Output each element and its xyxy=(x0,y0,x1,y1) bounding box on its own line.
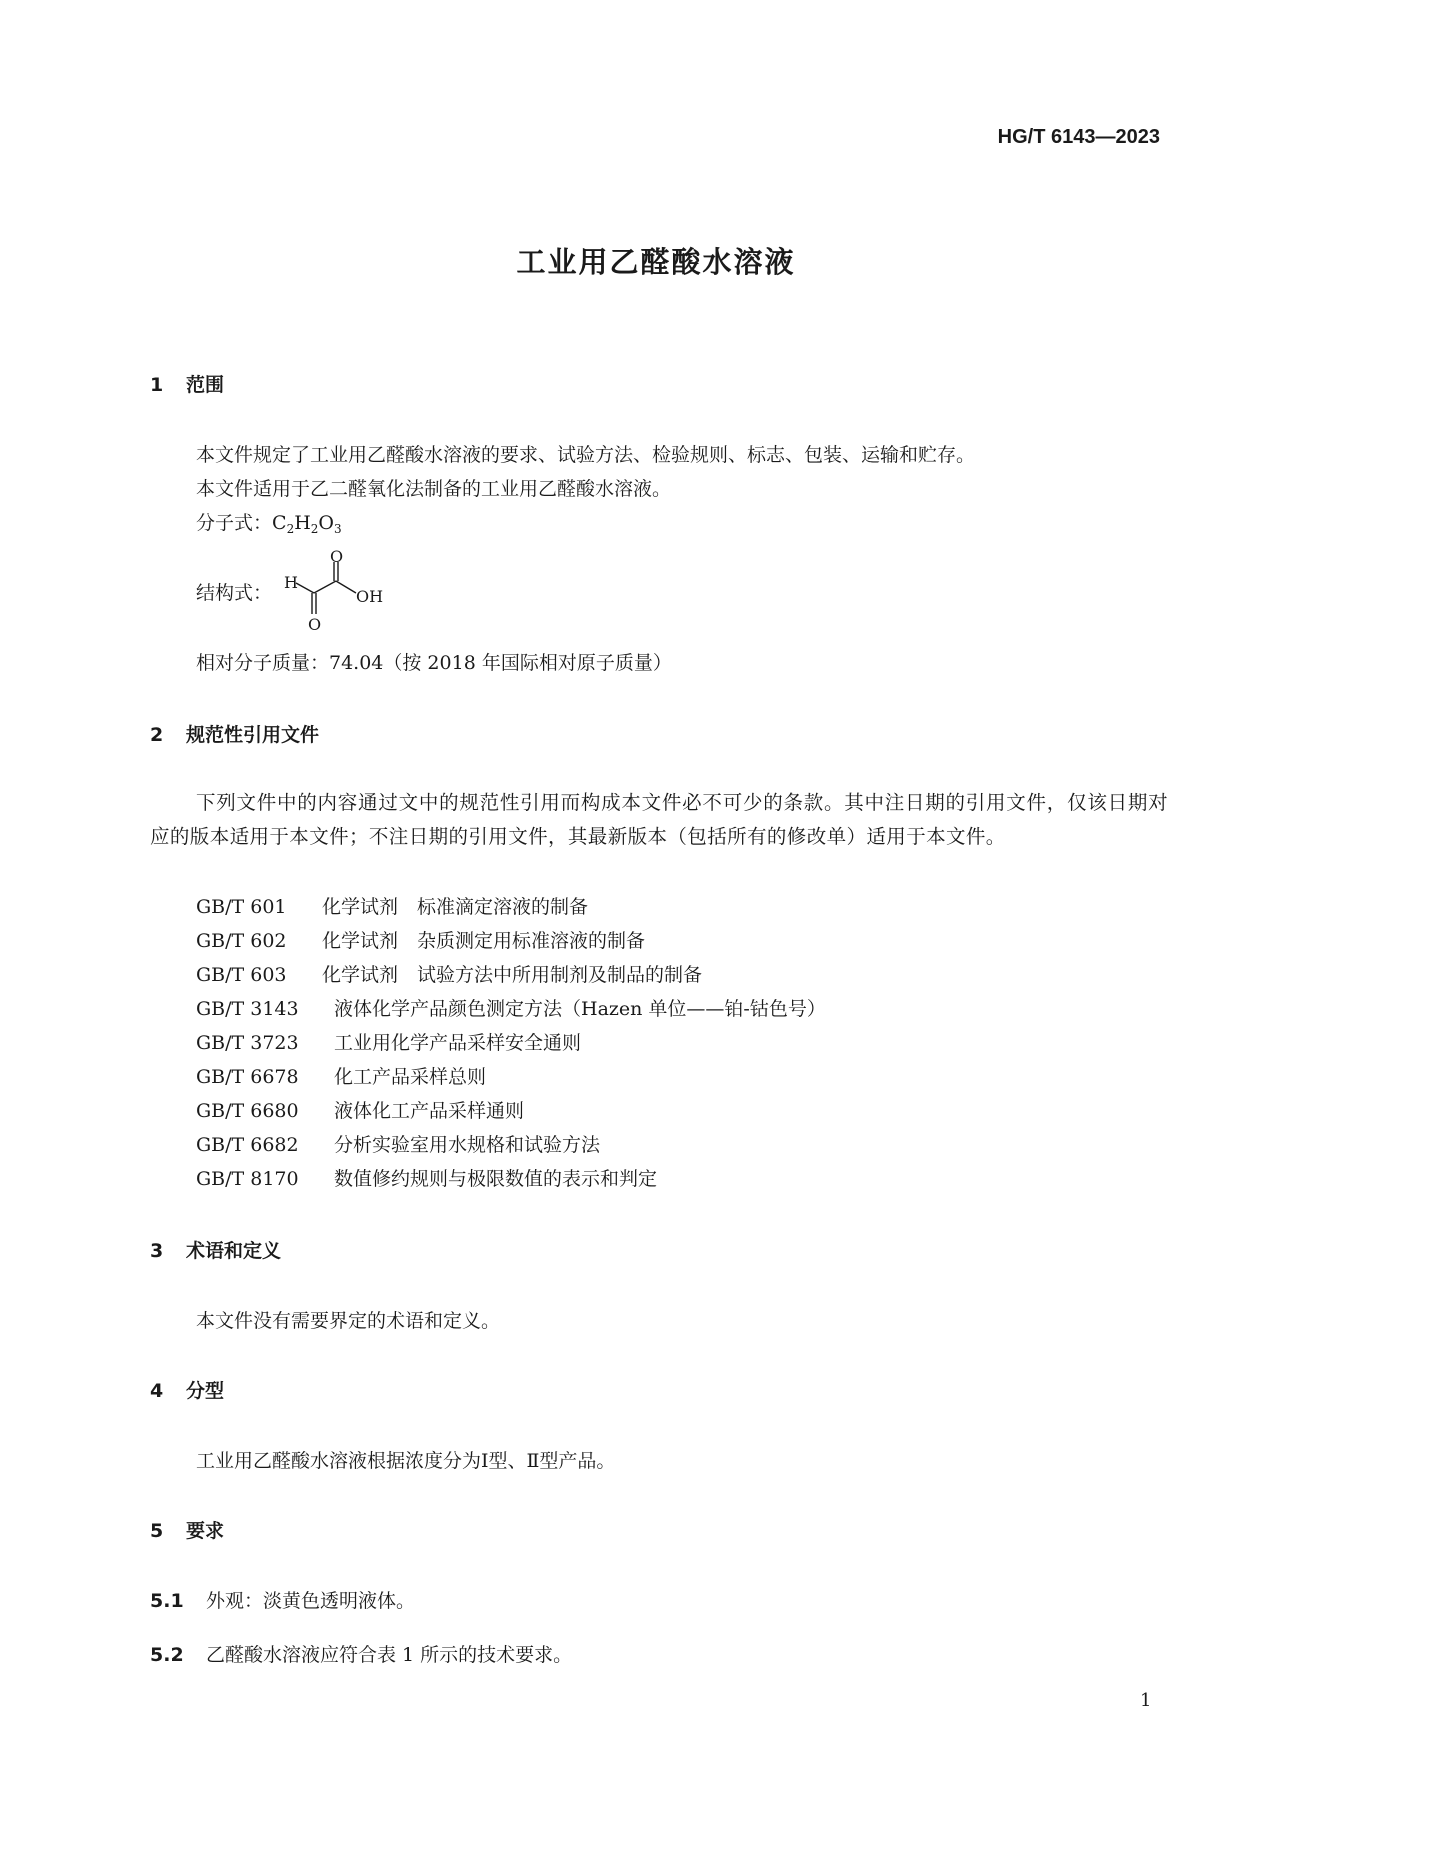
section-title: 范围 xyxy=(186,374,225,396)
normative-references-intro: 下列文件中的内容通过文中的规范性引用而构成本文件必不可少的条款。其中注日期的引用文件，仅该日期对应的版本适用于本文件；不注日期的引用文件，其最新版本（包括所有的修改单）适用于本文件。 xyxy=(150,791,1168,848)
formula-o-count: 3 xyxy=(334,522,342,536)
page-number: 1 xyxy=(1140,1690,1152,1711)
document-title: 工业用乙醛酸水溶液 xyxy=(516,245,796,279)
formula-c-count: 2 xyxy=(286,522,295,536)
clause-text: 乙醛酸水溶液应符合表 1 所示的技术要求。 xyxy=(206,1644,573,1666)
reference-item xyxy=(196,892,588,919)
reference-item xyxy=(196,926,645,953)
reference-code: GB/T 3143 xyxy=(196,998,299,1020)
reference-code: GB/T 8170 xyxy=(196,1168,299,1190)
clause-number: 5.1 xyxy=(150,1590,184,1612)
section-number: 1 xyxy=(150,374,164,396)
terms-text: 本文件没有需要界定的术语和定义。 xyxy=(196,1310,501,1332)
reference-title: 数值修约规则与极限数值的表示和判定 xyxy=(334,1168,658,1190)
reference-title: 化学试剂 标准滴定溶液的制备 xyxy=(322,896,589,918)
classification-text: 工业用乙醛酸水溶液根据浓度分为Ⅰ型、Ⅱ型产品。 xyxy=(196,1450,616,1472)
bond-c1-c2 xyxy=(314,581,336,593)
bond-h-c1 xyxy=(296,583,314,593)
standard-code: HG/T 6143—2023 xyxy=(997,126,1160,148)
section-number: 5 xyxy=(150,1520,164,1542)
reference-title: 液体化工产品采样通则 xyxy=(334,1100,525,1122)
reference-item xyxy=(196,1096,524,1123)
atom-o-top: O xyxy=(330,550,344,566)
atom-oh: OH xyxy=(356,587,384,606)
reference-code: GB/T 6682 xyxy=(196,1134,299,1156)
clause-number: 5.2 xyxy=(150,1644,184,1666)
reference-item xyxy=(196,1062,486,1089)
clause-5-2 xyxy=(150,1640,572,1667)
reference-item xyxy=(196,994,826,1021)
reference-item xyxy=(196,1130,600,1157)
reference-code: GB/T 6680 xyxy=(196,1100,299,1122)
reference-title: 化学试剂 试验方法中所用制剂及制品的制备 xyxy=(322,964,703,986)
formula-o: O xyxy=(318,512,334,534)
clause-5-1 xyxy=(150,1586,415,1613)
section-title: 要求 xyxy=(186,1520,225,1542)
reference-code: GB/T 603 xyxy=(196,964,287,986)
atom-h: H xyxy=(284,573,298,592)
section-number: 4 xyxy=(150,1380,164,1402)
atom-o-bottom: O xyxy=(308,615,322,634)
section-number: 3 xyxy=(150,1240,164,1262)
section-4-heading xyxy=(150,1376,224,1403)
section-title: 分型 xyxy=(186,1380,225,1402)
scope-line-1: 本文件规定了工业用乙醛酸水溶液的要求、试验方法、检验规则、标志、包装、运输和贮存。 xyxy=(196,444,976,466)
section-5-heading xyxy=(150,1516,224,1543)
reference-code: GB/T 3723 xyxy=(196,1032,299,1054)
formula-c: C xyxy=(272,512,287,534)
molecular-formula xyxy=(196,508,342,536)
clause-text: 外观：淡黄色透明液体。 xyxy=(206,1590,416,1612)
bond-c2-oh xyxy=(336,581,356,593)
reference-code: GB/T 6678 xyxy=(196,1066,299,1088)
reference-title: 工业用化学产品采样安全通则 xyxy=(334,1032,582,1054)
structure-label: 结构式： xyxy=(196,582,273,604)
reference-code: GB/T 602 xyxy=(196,930,287,952)
reference-item xyxy=(196,960,702,987)
structural-formula-diagram xyxy=(282,550,402,634)
formula-h: H xyxy=(294,512,311,534)
reference-item xyxy=(196,1028,581,1055)
section-3-heading xyxy=(150,1236,281,1263)
formula-h-count: 2 xyxy=(310,522,319,536)
reference-code: GB/T 601 xyxy=(196,896,287,918)
reference-title: 化学试剂 杂质测定用标准溶液的制备 xyxy=(322,930,646,952)
relative-molecular-mass: 相对分子质量：74.04（按 2018 年国际相对原子质量） xyxy=(196,652,672,674)
reference-title: 液体化学产品颜色测定方法（Hazen 单位——铂-钴色号） xyxy=(334,998,826,1020)
section-number: 2 xyxy=(150,724,164,746)
reference-item xyxy=(196,1164,657,1191)
section-title: 术语和定义 xyxy=(186,1240,282,1262)
reference-title: 化工产品采样总则 xyxy=(334,1066,487,1088)
formula-label: 分子式： xyxy=(196,512,273,534)
scope-line-2: 本文件适用于乙二醛氧化法制备的工业用乙醛酸水溶液。 xyxy=(196,478,672,500)
section-1-heading xyxy=(150,370,224,397)
section-2-heading xyxy=(150,720,319,747)
reference-title: 分析实验室用水规格和试验方法 xyxy=(334,1134,601,1156)
section-title: 规范性引用文件 xyxy=(186,724,320,746)
